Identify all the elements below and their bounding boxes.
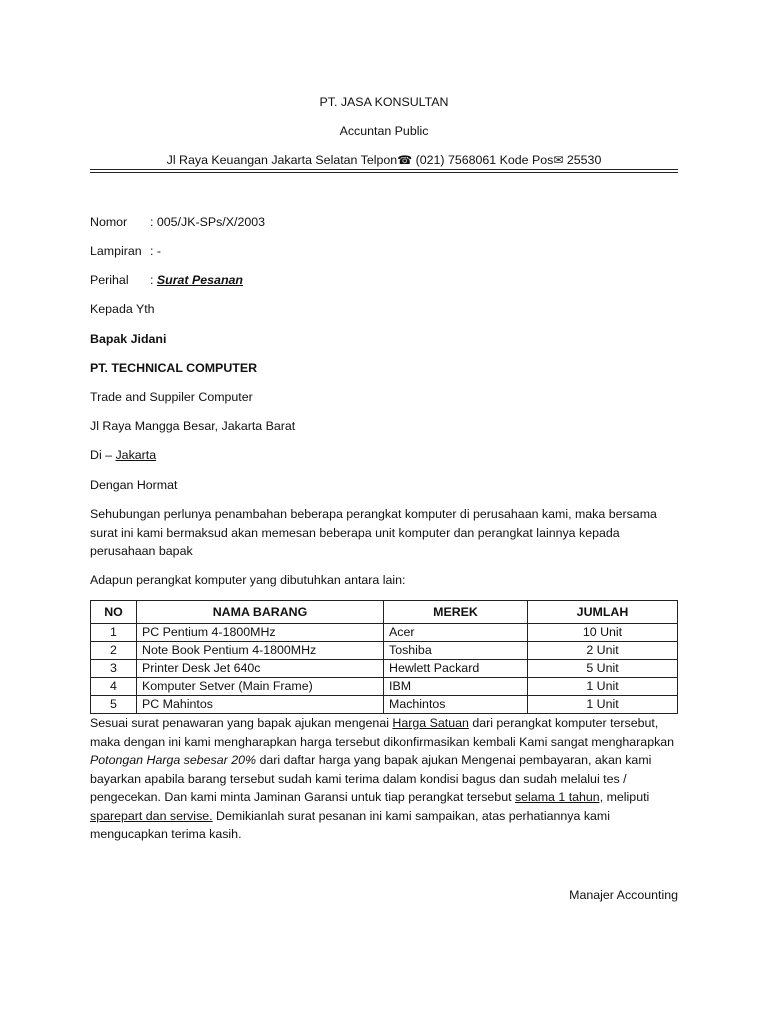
- header-no: NO: [91, 601, 137, 624]
- cell-jumlah: 5 Unit: [528, 660, 678, 678]
- recipient-address: Jl Raya Mangga Besar, Jakarta Barat: [90, 419, 296, 433]
- recipient-company-text: PT. TECHNICAL COMPUTER: [90, 361, 258, 375]
- closing-sparepart: sparepart dan servise.: [90, 808, 213, 823]
- cell-no: 1: [91, 624, 137, 642]
- cell-no: 4: [91, 678, 137, 696]
- cell-merek: Machintos: [384, 696, 528, 714]
- letterhead-subtitle: Accuntan Public: [339, 124, 429, 138]
- cell-nama: PC Mahintos: [137, 696, 384, 714]
- closing-text-2: dari perangkat komputer tersebut, maka dengan ini kami mengharapkan harga tersebut dikonfirmasikan kembali Kami sangat mengharapkan: [90, 716, 675, 749]
- table-row: [91, 696, 678, 714]
- table-row: [91, 624, 678, 642]
- envelope-icon: ✉: [553, 153, 564, 167]
- perihal-colon: :: [150, 273, 157, 287]
- closing-text-3: dari daftar harga yang bapak ajukan Mengenai pembayaran, akan kami bayarkan apabila barang tersebut sudah kami terima dalam kondisi bagus dan sudah melalui tes / pengecekan. Dan kami minta Jaminan Garansi untuk tiap perangkat tersebut: [90, 753, 652, 804]
- perihal-label: Perihal: [90, 273, 129, 287]
- cell-nama: Note Book Pentium 4-1800MHz: [137, 642, 384, 660]
- closing-selama: selama 1 tahun,: [514, 790, 604, 804]
- perihal-value: Surat Pesanan: [156, 273, 243, 287]
- nomor-line: [90, 213, 265, 232]
- letterhead-address: [90, 151, 678, 170]
- cell-nama: Printer Desk Jet 640c: [137, 660, 384, 678]
- cell-jumlah: 1 Unit: [528, 696, 678, 714]
- phone-number: (021) 7568061 Kode Pos: [412, 153, 554, 167]
- recipient-company: [90, 359, 257, 378]
- recipient-city: Jakarta: [115, 448, 157, 462]
- lampiran-line: [90, 242, 161, 261]
- intro-paragraph: Sehubungan perlunya penambahan beberapa perangkat komputer di perusahaan kami, maka bersama surat ini kami bermaksud akan memesan beberapa unit komputer dan perangkat lainnya kepada perusahaan bapak: [90, 507, 657, 558]
- closing-text-5: Demikianlah surat pesanan ini kami sampaikan, atas perhatiannya kami mengucapkan terima kasih.: [90, 808, 610, 841]
- nomor-value: : 005/JK-SPs/X/2003: [150, 215, 266, 229]
- postcode: 25530: [563, 153, 602, 167]
- closing-text-1: Sesuai surat penawaran yang bapak ajukan mengenai: [90, 716, 393, 730]
- lampiran-value: : -: [150, 244, 162, 258]
- recipient-name: [90, 330, 166, 349]
- closing-harga-satuan: Harga Satuan: [392, 716, 469, 730]
- closing-paragraph: [90, 714, 678, 844]
- signature-title: Manajer Accounting: [569, 888, 678, 902]
- recipient-city-line: [90, 446, 156, 465]
- letterhead-divider: [90, 169, 678, 173]
- cell-nama: Komputer Setver (Main Frame): [137, 678, 384, 696]
- table-row: [91, 660, 678, 678]
- letter-page: [90, 0, 678, 1024]
- cell-merek: IBM: [384, 678, 528, 696]
- letterhead-company: PT. JASA KONSULTAN: [319, 95, 449, 109]
- salutation: Dengan Hormat: [90, 478, 178, 492]
- items-table: [90, 600, 678, 714]
- cell-jumlah: 2 Unit: [528, 642, 678, 660]
- table-row: [91, 642, 678, 660]
- list-intro: Adapun perangkat komputer yang dibutuhkan antara lain:: [90, 573, 406, 587]
- closing-potongan: Potongan Harga sebesar 20%: [90, 753, 257, 767]
- header-jumlah: JUMLAH: [528, 601, 678, 624]
- table-row: [91, 678, 678, 696]
- header-merek: MEREK: [384, 601, 528, 624]
- cell-jumlah: 1 Unit: [528, 678, 678, 696]
- telephone-icon: ☎: [397, 153, 413, 167]
- address-text: Jl Raya Keuangan Jakarta Selatan Telpon: [166, 153, 398, 167]
- cell-merek: Acer: [384, 624, 528, 642]
- cell-merek: Toshiba: [384, 642, 528, 660]
- nomor-label: Nomor: [90, 215, 128, 229]
- header-nama-barang: NAMA BARANG: [137, 601, 384, 624]
- cell-jumlah: 10 Unit: [528, 624, 678, 642]
- cell-no: 2: [91, 642, 137, 660]
- cell-merek: Hewlett Packard: [384, 660, 528, 678]
- recipient-business: Trade and Suppiler Computer: [90, 390, 253, 404]
- di-prefix: Di –: [90, 448, 116, 462]
- recipient-name-text: Bapak Jidani: [90, 332, 167, 346]
- cell-nama: PC Pentium 4-1800MHz: [137, 624, 384, 642]
- closing-text-4: meliputi: [603, 790, 650, 804]
- lampiran-label: Lampiran: [90, 244, 142, 258]
- table-header-row: [91, 601, 678, 624]
- cell-no: 5: [91, 696, 137, 714]
- recipient-greeting: Kepada Yth: [90, 302, 155, 316]
- perihal-line: [90, 271, 243, 290]
- cell-no: 3: [91, 660, 137, 678]
